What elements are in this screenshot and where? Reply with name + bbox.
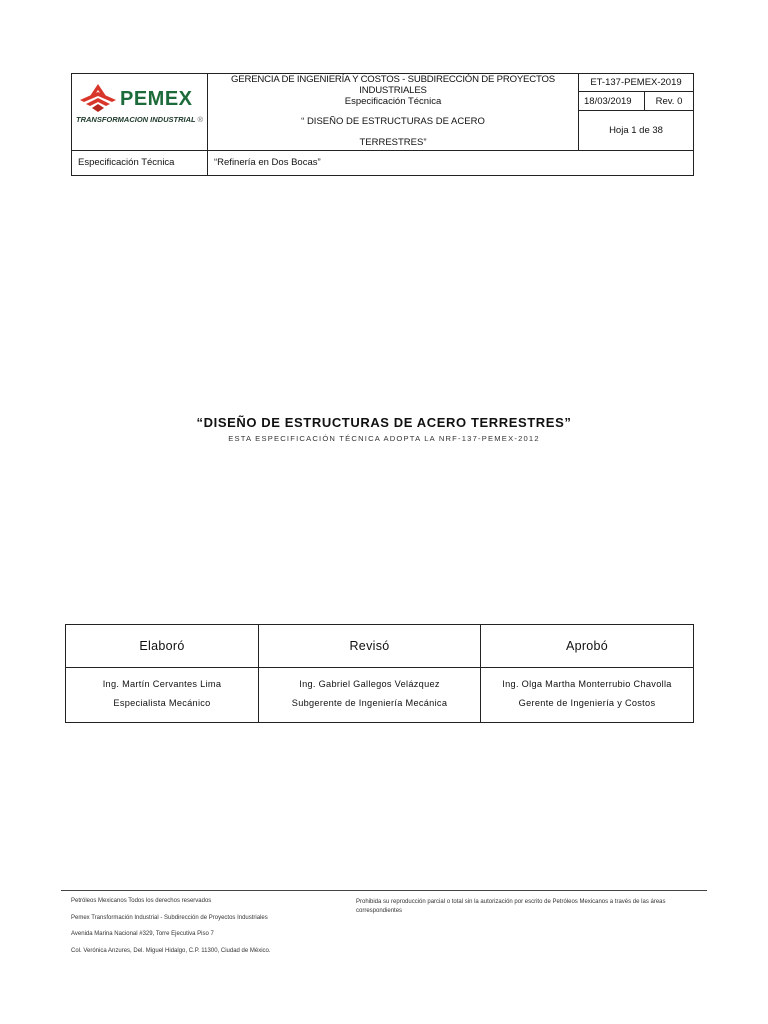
signature-role: Especialista Mecánico — [113, 698, 211, 708]
footer-copyright: Petróleos Mexicanos Todos los derechos reservados — [71, 898, 212, 904]
pemex-eagle-logo-icon — [76, 82, 120, 114]
signature-name: Ing. Martín Cervantes Lima — [102, 679, 222, 689]
department-name: GERENCIA DE INGENIERÍA Y COSTOS - SUBDIRECCIÓN DE PROYECTOS INDUSTRIALES — [231, 74, 555, 96]
footer-address-line2: Col. Verónica Anzures, Del. Miguel Hidalgo, C.P. 11300, Ciudad de México. — [71, 948, 271, 954]
signature-column-elaboro — [66, 625, 259, 722]
logo-cell — [72, 74, 208, 150]
signature-name: Ing. Olga Martha Monterrubio Chavolla — [502, 679, 672, 689]
logo-subtitle: TRANSFORMACION INDUSTRIAL ® — [76, 115, 204, 124]
doc-type: Especificación Técnica — [344, 96, 442, 107]
doc-date: 18/03/2019 — [579, 92, 645, 111]
doc-title-line2: TERRESTRES” — [359, 137, 427, 148]
header-center — [208, 74, 579, 150]
page-count: Hoja 1 de 38 — [609, 125, 663, 136]
doc-revision: Rev. 0 — [645, 92, 693, 111]
signature-role: Subgerente de Ingeniería Mecánica — [291, 698, 448, 708]
doc-title-line1: “ DISEÑO DE ESTRUCTURAS DE ACERO — [301, 116, 485, 127]
row2-doc-type: Especificación Técnica — [72, 150, 208, 175]
main-subtitle: ESTA ESPECIFICACIÓN TÉCNICA ADOPTA LA NRF-137-PEMEX-2012 — [228, 434, 540, 443]
footer-notice: Prohibida su reproducción parcial o total sin la autorización por escrito de Petróleos Mexicanos a través de las áreas correspondientes — [356, 899, 666, 914]
signature-column-aprobo — [481, 625, 693, 722]
footer-divider — [61, 890, 707, 891]
project-name: “Refinería en Dos Bocas” — [208, 150, 693, 175]
footer-address-line1: Avenida Marina Nacional #329, Torre Ejecutiva Piso 7 — [71, 931, 214, 937]
footer-organization: Pemex Transformación Industrial - Subdirección de Proyectos Industriales — [71, 915, 268, 921]
signature-table — [65, 624, 694, 723]
signature-role: Gerente de Ingeniería y Costos — [518, 698, 656, 708]
logo-brand: PEMEX — [120, 88, 193, 110]
signature-column-reviso — [259, 625, 481, 722]
header-table — [71, 73, 694, 176]
signature-name: Ing. Gabriel Gallegos Velázquez — [299, 679, 440, 689]
signature-heading: Aprobó — [481, 625, 693, 668]
signature-heading: Revisó — [259, 625, 480, 668]
main-title: “DISEÑO DE ESTRUCTURAS DE ACERO TERRESTRES” — [196, 415, 572, 430]
signature-heading: Elaboró — [66, 625, 258, 668]
doc-code: ET-137-PEMEX-2019 — [579, 74, 693, 92]
